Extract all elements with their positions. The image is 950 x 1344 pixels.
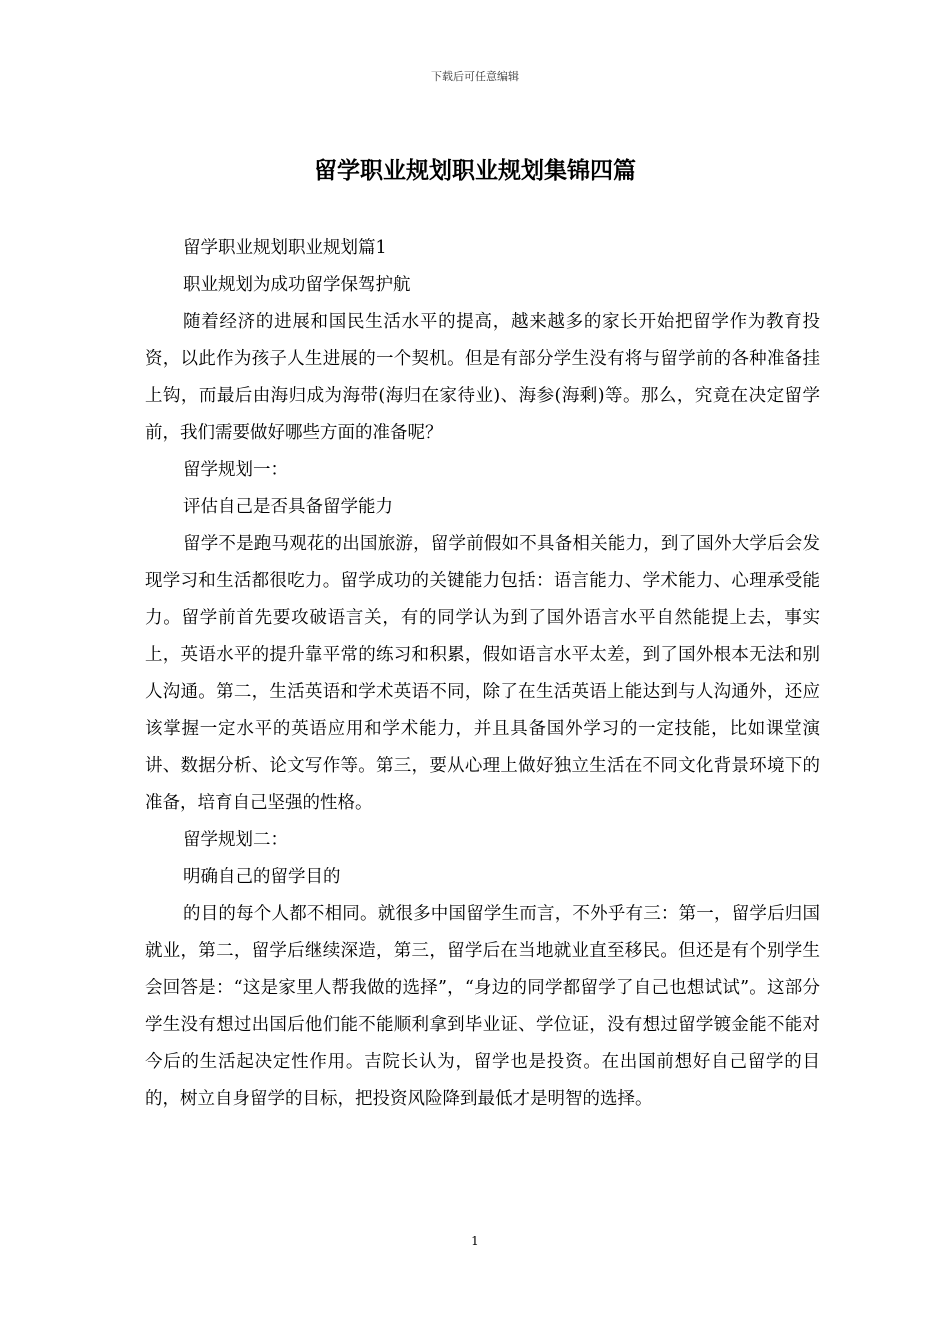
section-heading: 留学职业规划职业规划篇1 (183, 238, 387, 258)
page-number: 1 (471, 1234, 479, 1248)
header-note: 下载后可任意编辑 (431, 70, 519, 83)
plan-subheading: 评估自己是否具备留学能力 (183, 497, 393, 517)
body-paragraph: 的目的每个人都不相同。就很多中国留学生而言，不外乎有三：第一，留学后归国就业，第二，留学后继续深造，第三，留学后在当地就业直至移民。但还是有个别学生会回答是：“这是家里人帮我做的选择”，“身边的同学都留学了自己也想试试”。这部分学生没有想过出国后他们能不能顺利拿到毕业证、学位证，没有想过留学镀金能不能对今后的生活起决定性作用。吉院长认为，留学也是投资。在出国前想好自己留学的目的，树立自身留学的目标，把投资风险降到最低才是明智的选择。 (145, 904, 820, 1109)
plan-heading: 留学规划一： (183, 460, 288, 480)
plan-subheading: 明确自己的留学目的 (183, 867, 341, 887)
body-paragraph: 随着经济的进展和国民生活水平的提高，越来越多的家长开始把留学作为教育投资，以此作为孩子人生进展的一个契机。但是有部分学生没有将与留学前的各种准备挂上钩，而最后由海归成为海带(海归在家待业)、海参(海剩)等。那么，究竟在决定留学前，我们需要做好哪些方面的准备呢？ (145, 312, 820, 443)
document-title: 留学职业规划职业规划集锦四篇 (314, 158, 636, 184)
plan-heading: 留学规划二： (183, 830, 288, 850)
body-paragraph: 留学不是跑马观花的出国旅游，留学前假如不具备相关能力，到了国外大学后会发现学习和生活都很吃力。留学成功的关键能力包括：语言能力、学术能力、心理承受能力。留学前首先要攻破语言关，有的同学认为到了国外语言水平自然能提上去，事实上，英语水平的提升靠平常的练习和积累，假如语言水平太差，到了国外根本无法和别人沟通。第二，生活英语和学术英语不同，除了在生活英语上能达到与人沟通外，还应该掌握一定水平的英语应用和学术能力，并且具备国外学习的一定技能，比如课堂演讲、数据分析、论文写作等。第三，要从心理上做好独立生活在不同文化背景环境下的准备，培育自己坚强的性格。 (145, 534, 820, 813)
document-body (145, 230, 820, 1118)
subheading: 职业规划为成功留学保驾护航 (183, 275, 411, 295)
